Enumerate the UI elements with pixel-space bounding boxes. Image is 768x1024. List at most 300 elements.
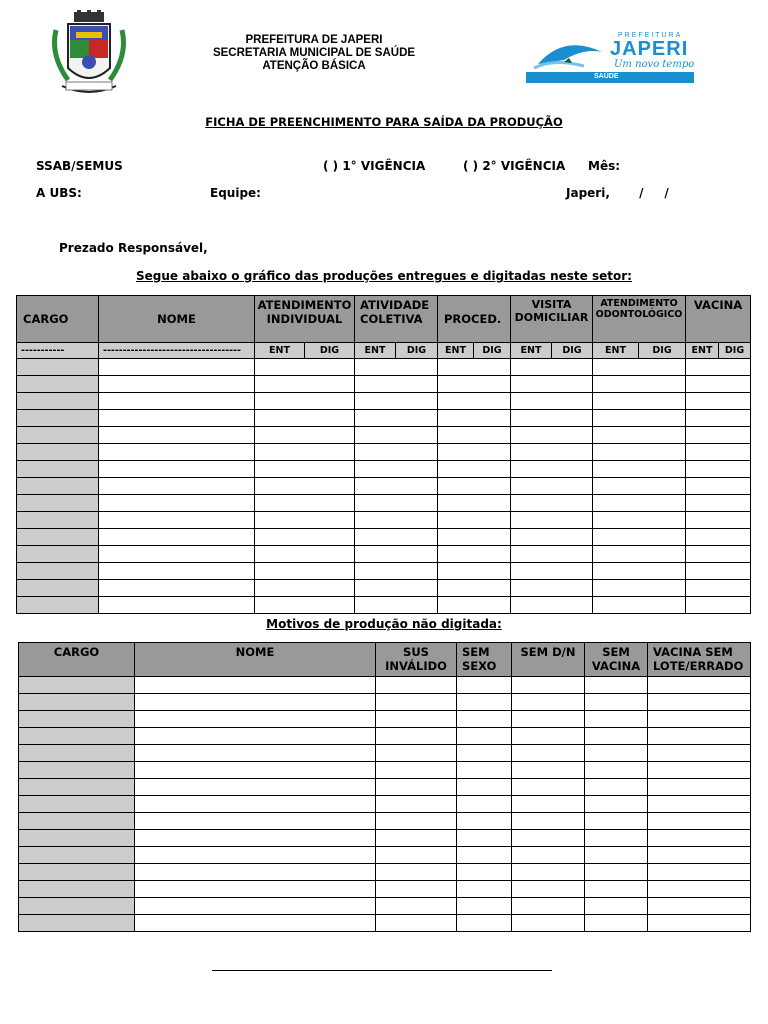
value-cell[interactable] <box>511 478 593 495</box>
value-cell[interactable] <box>593 393 686 410</box>
value-cell[interactable] <box>438 410 511 427</box>
value-cell[interactable] <box>585 711 648 728</box>
month-label: Mês: <box>588 159 621 173</box>
value-cell[interactable] <box>648 694 751 711</box>
ent-odonto: ENT <box>593 343 639 359</box>
cargo-cell[interactable] <box>17 512 99 529</box>
value-cell[interactable] <box>686 580 751 597</box>
value-cell[interactable] <box>512 779 585 796</box>
value-cell[interactable] <box>512 847 585 864</box>
nome-cell[interactable] <box>99 580 255 597</box>
value-cell[interactable] <box>457 813 512 830</box>
value-cell[interactable] <box>511 359 593 376</box>
cargo-cell[interactable] <box>17 427 99 444</box>
value-cell[interactable] <box>376 915 457 932</box>
value-cell[interactable] <box>585 745 648 762</box>
ubs-label: A UBS: <box>36 186 82 200</box>
cargo-cell[interactable] <box>19 762 135 779</box>
value-cell[interactable] <box>686 546 751 563</box>
ent-atendimento: ENT <box>255 343 305 359</box>
value-cell[interactable] <box>376 864 457 881</box>
value-cell[interactable] <box>255 563 355 580</box>
value-cell[interactable] <box>512 694 585 711</box>
value-cell[interactable] <box>585 796 648 813</box>
value-cell[interactable] <box>585 898 648 915</box>
value-cell[interactable] <box>585 847 648 864</box>
dash-nome: ----------------------------------- <box>99 343 255 359</box>
table-row <box>19 779 751 796</box>
value-cell[interactable] <box>686 563 751 580</box>
value-cell[interactable] <box>648 881 751 898</box>
value-cell[interactable] <box>376 847 457 864</box>
value-cell[interactable] <box>376 677 457 694</box>
japeri-saude-logo <box>524 30 696 84</box>
ent-visita: ENT <box>511 343 552 359</box>
value-cell[interactable] <box>585 864 648 881</box>
value-cell[interactable] <box>255 427 355 444</box>
dig-atividade: DIG <box>396 343 438 359</box>
value-cell[interactable] <box>585 813 648 830</box>
table-row <box>17 461 751 478</box>
nome-cell[interactable] <box>135 779 376 796</box>
table-row <box>19 898 751 915</box>
first-vigencia-option[interactable]: ( ) 1° VIGÊNCIA <box>323 159 426 173</box>
value-cell[interactable] <box>686 376 751 393</box>
value-cell[interactable] <box>255 461 355 478</box>
value-cell[interactable] <box>438 461 511 478</box>
nome-cell[interactable] <box>135 830 376 847</box>
nome-cell[interactable] <box>99 410 255 427</box>
value-cell[interactable] <box>457 898 512 915</box>
value-cell[interactable] <box>376 694 457 711</box>
cargo-cell[interactable] <box>17 359 99 376</box>
dash-cargo: ----------- <box>17 343 99 359</box>
production-table-caption: Segue abaixo o gráfico das produções entregues e digitadas neste setor: <box>136 269 632 283</box>
value-cell[interactable] <box>255 512 355 529</box>
value-cell[interactable] <box>255 444 355 461</box>
value-cell[interactable] <box>511 597 593 614</box>
value-cell[interactable] <box>376 711 457 728</box>
table-row <box>19 677 751 694</box>
table-row <box>19 864 751 881</box>
col-proced: PROCED. <box>438 296 511 343</box>
value-cell[interactable] <box>355 410 438 427</box>
value-cell[interactable] <box>457 762 512 779</box>
table-row <box>17 529 751 546</box>
value-cell[interactable] <box>512 711 585 728</box>
value-cell[interactable] <box>512 830 585 847</box>
cargo-cell[interactable] <box>17 461 99 478</box>
value-cell[interactable] <box>593 359 686 376</box>
value-cell[interactable] <box>355 529 438 546</box>
value-cell[interactable] <box>438 512 511 529</box>
value-cell[interactable] <box>457 864 512 881</box>
table-row <box>17 512 751 529</box>
value-cell[interactable] <box>648 864 751 881</box>
value-cell[interactable] <box>512 915 585 932</box>
value-cell[interactable] <box>593 461 686 478</box>
value-cell[interactable] <box>438 393 511 410</box>
table-row <box>17 495 751 512</box>
signature-line <box>212 970 552 971</box>
value-cell[interactable] <box>511 580 593 597</box>
value-cell[interactable] <box>376 762 457 779</box>
value-cell[interactable] <box>511 376 593 393</box>
nome-cell[interactable] <box>99 359 255 376</box>
table-row <box>17 359 751 376</box>
col-vacina: VACINA <box>686 296 751 343</box>
col-cargo: CARGO <box>17 296 99 343</box>
value-cell[interactable] <box>512 898 585 915</box>
value-cell[interactable] <box>376 745 457 762</box>
value-cell[interactable] <box>255 495 355 512</box>
cargo-cell[interactable] <box>17 597 99 614</box>
value-cell[interactable] <box>648 677 751 694</box>
nome-cell[interactable] <box>99 376 255 393</box>
nome-cell[interactable] <box>99 512 255 529</box>
value-cell[interactable] <box>593 376 686 393</box>
value-cell[interactable] <box>438 376 511 393</box>
nome-cell[interactable] <box>99 563 255 580</box>
value-cell[interactable] <box>255 546 355 563</box>
nome-cell[interactable] <box>135 711 376 728</box>
value-cell[interactable] <box>512 881 585 898</box>
value-cell[interactable] <box>593 597 686 614</box>
value-cell[interactable] <box>255 410 355 427</box>
logo-slogan-text: Um novo tempo <box>614 59 695 70</box>
table-row <box>17 427 751 444</box>
value-cell[interactable] <box>355 563 438 580</box>
value-cell[interactable] <box>585 694 648 711</box>
not-typed-table-caption: Motivos de produção não digitada: <box>266 617 502 631</box>
value-cell[interactable] <box>376 881 457 898</box>
table-row <box>19 694 751 711</box>
value-cell[interactable] <box>648 745 751 762</box>
value-cell[interactable] <box>355 427 438 444</box>
value-cell[interactable] <box>355 597 438 614</box>
value-cell[interactable] <box>593 444 686 461</box>
value-cell[interactable] <box>648 796 751 813</box>
table-row <box>17 546 751 563</box>
dig-visita: DIG <box>552 343 593 359</box>
nome-cell[interactable] <box>135 796 376 813</box>
value-cell[interactable] <box>593 529 686 546</box>
cargo-cell[interactable] <box>19 728 135 745</box>
header-line-1: PREFEITURA DE JAPERI <box>245 34 383 46</box>
value-cell[interactable] <box>457 796 512 813</box>
ssab-label: SSAB/SEMUS <box>36 159 123 173</box>
value-cell[interactable] <box>438 529 511 546</box>
value-cell[interactable] <box>376 728 457 745</box>
cargo-cell[interactable] <box>19 881 135 898</box>
value-cell[interactable] <box>457 711 512 728</box>
value-cell[interactable] <box>686 444 751 461</box>
value-cell[interactable] <box>355 495 438 512</box>
value-cell[interactable] <box>355 359 438 376</box>
value-cell[interactable] <box>438 597 511 614</box>
table-row <box>19 745 751 762</box>
table-row <box>17 563 751 580</box>
production-table-body <box>17 359 751 614</box>
value-cell[interactable] <box>255 580 355 597</box>
nome-cell[interactable] <box>99 495 255 512</box>
value-cell[interactable] <box>511 529 593 546</box>
table-row <box>17 580 751 597</box>
value-cell[interactable] <box>686 495 751 512</box>
value-cell[interactable] <box>686 427 751 444</box>
value-cell[interactable] <box>512 728 585 745</box>
value-cell[interactable] <box>438 580 511 597</box>
value-cell[interactable] <box>648 847 751 864</box>
value-cell[interactable] <box>511 512 593 529</box>
value-cell[interactable] <box>512 745 585 762</box>
value-cell[interactable] <box>255 597 355 614</box>
value-cell[interactable] <box>457 745 512 762</box>
table-row <box>19 813 751 830</box>
table-row <box>17 393 751 410</box>
value-cell[interactable] <box>438 563 511 580</box>
cargo-cell[interactable] <box>17 393 99 410</box>
col2-sus-invalido: SUS INVÁLIDO <box>376 643 457 677</box>
value-cell[interactable] <box>511 410 593 427</box>
logo-prefeitura-text: PREFEITURA <box>618 32 683 39</box>
coat-of-arms-logo <box>48 10 130 98</box>
value-cell[interactable] <box>686 393 751 410</box>
value-cell[interactable] <box>648 915 751 932</box>
value-cell[interactable] <box>457 779 512 796</box>
value-cell[interactable] <box>255 393 355 410</box>
col2-vacina-sem-lote: VACINA SEM LOTE/ERRADO <box>648 643 751 677</box>
logo-bar-text: SAÚDE <box>594 73 619 80</box>
nome-cell[interactable] <box>99 529 255 546</box>
cargo-cell[interactable] <box>19 779 135 796</box>
cargo-cell[interactable] <box>19 711 135 728</box>
value-cell[interactable] <box>593 546 686 563</box>
col-nome: NOME <box>99 296 255 343</box>
cargo-cell[interactable] <box>17 529 99 546</box>
value-cell[interactable] <box>512 813 585 830</box>
value-cell[interactable] <box>376 796 457 813</box>
col2-nome: NOME <box>135 643 376 677</box>
value-cell[interactable] <box>511 427 593 444</box>
cargo-cell[interactable] <box>19 864 135 881</box>
not-typed-reasons-table <box>18 642 751 932</box>
value-cell[interactable] <box>457 847 512 864</box>
value-cell[interactable] <box>438 495 511 512</box>
value-cell[interactable] <box>438 546 511 563</box>
value-cell[interactable] <box>457 881 512 898</box>
cargo-cell[interactable] <box>19 796 135 813</box>
value-cell[interactable] <box>585 728 648 745</box>
nome-cell[interactable] <box>135 915 376 932</box>
value-cell[interactable] <box>511 444 593 461</box>
value-cell[interactable] <box>585 677 648 694</box>
value-cell[interactable] <box>355 512 438 529</box>
not-typed-table-body <box>19 677 751 932</box>
value-cell[interactable] <box>511 495 593 512</box>
value-cell[interactable] <box>585 881 648 898</box>
value-cell[interactable] <box>593 495 686 512</box>
cargo-cell[interactable] <box>19 694 135 711</box>
value-cell[interactable] <box>512 864 585 881</box>
value-cell[interactable] <box>376 779 457 796</box>
nome-cell[interactable] <box>135 745 376 762</box>
nome-cell[interactable] <box>135 898 376 915</box>
ent-vacina: ENT <box>686 343 719 359</box>
value-cell[interactable] <box>511 393 593 410</box>
value-cell[interactable] <box>648 728 751 745</box>
value-cell[interactable] <box>686 529 751 546</box>
table-row <box>19 796 751 813</box>
value-cell[interactable] <box>593 410 686 427</box>
nome-cell[interactable] <box>135 728 376 745</box>
logo-brand-text: JAPERI <box>610 38 689 60</box>
value-cell[interactable] <box>355 393 438 410</box>
value-cell[interactable] <box>686 410 751 427</box>
value-cell[interactable] <box>438 359 511 376</box>
dig-vacina: DIG <box>719 343 751 359</box>
nome-cell[interactable] <box>99 427 255 444</box>
value-cell[interactable] <box>376 830 457 847</box>
nome-cell[interactable] <box>135 694 376 711</box>
value-cell[interactable] <box>457 830 512 847</box>
nome-cell[interactable] <box>99 393 255 410</box>
value-cell[interactable] <box>648 779 751 796</box>
nome-cell[interactable] <box>135 677 376 694</box>
cargo-cell[interactable] <box>17 478 99 495</box>
nome-cell[interactable] <box>99 461 255 478</box>
cargo-cell[interactable] <box>17 410 99 427</box>
value-cell[interactable] <box>648 813 751 830</box>
cargo-cell[interactable] <box>17 444 99 461</box>
value-cell[interactable] <box>355 461 438 478</box>
value-cell[interactable] <box>593 512 686 529</box>
value-cell[interactable] <box>648 762 751 779</box>
value-cell[interactable] <box>457 677 512 694</box>
header-block <box>196 34 432 73</box>
value-cell[interactable] <box>648 830 751 847</box>
ent-atividade: ENT <box>355 343 396 359</box>
col2-sem-sexo: SEM SEXO <box>457 643 512 677</box>
cargo-cell[interactable] <box>17 495 99 512</box>
col-atividade-coletiva: ATIVIDADE COLETIVA <box>355 296 438 343</box>
value-cell[interactable] <box>457 915 512 932</box>
table-row <box>19 830 751 847</box>
second-vigencia-option[interactable]: ( ) 2° VIGÊNCIA <box>463 159 566 173</box>
table-row <box>19 762 751 779</box>
table-row <box>17 410 751 427</box>
nome-cell[interactable] <box>135 881 376 898</box>
ent-proced: ENT <box>438 343 474 359</box>
table-row <box>19 915 751 932</box>
value-cell[interactable] <box>648 898 751 915</box>
value-cell[interactable] <box>355 546 438 563</box>
table-row <box>17 597 751 614</box>
value-cell[interactable] <box>585 779 648 796</box>
col-visita-domiciliar: VISITA DOMICILIAR <box>511 296 593 343</box>
value-cell[interactable] <box>355 580 438 597</box>
value-cell[interactable] <box>593 563 686 580</box>
value-cell[interactable] <box>355 376 438 393</box>
value-cell[interactable] <box>376 813 457 830</box>
nome-cell[interactable] <box>135 762 376 779</box>
value-cell[interactable] <box>355 478 438 495</box>
cargo-cell[interactable] <box>19 830 135 847</box>
cargo-cell[interactable] <box>17 376 99 393</box>
nome-cell[interactable] <box>99 444 255 461</box>
value-cell[interactable] <box>686 512 751 529</box>
value-cell[interactable] <box>511 563 593 580</box>
value-cell[interactable] <box>511 546 593 563</box>
value-cell[interactable] <box>593 580 686 597</box>
value-cell[interactable] <box>457 694 512 711</box>
value-cell[interactable] <box>585 762 648 779</box>
value-cell[interactable] <box>255 376 355 393</box>
col2-sem-vacina: SEM VACINA <box>585 643 648 677</box>
header-line-3: ATENÇÃO BÁSICA <box>262 60 366 72</box>
cargo-cell[interactable] <box>19 847 135 864</box>
value-cell[interactable] <box>438 427 511 444</box>
nome-cell[interactable] <box>99 597 255 614</box>
production-table <box>16 295 751 614</box>
value-cell[interactable] <box>686 478 751 495</box>
header-line-2: SECRETARIA MUNICIPAL DE SAÚDE <box>212 47 416 59</box>
value-cell[interactable] <box>512 762 585 779</box>
cargo-cell[interactable] <box>17 563 99 580</box>
col-atendimento-odontologico: ATENDIMENTO ODONTOLÓGICO <box>593 296 686 343</box>
value-cell[interactable] <box>686 461 751 478</box>
value-cell[interactable] <box>593 427 686 444</box>
team-label: Equipe: <box>210 186 261 200</box>
value-cell[interactable] <box>355 444 438 461</box>
cargo-cell[interactable] <box>19 813 135 830</box>
nome-cell[interactable] <box>135 864 376 881</box>
value-cell[interactable] <box>585 830 648 847</box>
value-cell[interactable] <box>512 796 585 813</box>
value-cell[interactable] <box>511 461 593 478</box>
page-title: FICHA DE PREENCHIMENTO PARA SAÍDA DA PRODUÇÃO <box>205 115 563 129</box>
value-cell[interactable] <box>512 677 585 694</box>
nome-cell[interactable] <box>99 478 255 495</box>
dig-atendimento: DIG <box>305 343 355 359</box>
dig-odonto: DIG <box>639 343 686 359</box>
nome-cell[interactable] <box>135 847 376 864</box>
value-cell[interactable] <box>585 915 648 932</box>
value-cell[interactable] <box>438 478 511 495</box>
value-cell[interactable] <box>255 529 355 546</box>
value-cell[interactable] <box>648 711 751 728</box>
nome-cell[interactable] <box>99 546 255 563</box>
cargo-cell[interactable] <box>19 898 135 915</box>
nome-cell[interactable] <box>135 813 376 830</box>
table-row <box>17 376 751 393</box>
cargo-cell[interactable] <box>19 745 135 762</box>
value-cell[interactable] <box>457 728 512 745</box>
cargo-cell[interactable] <box>17 580 99 597</box>
value-cell[interactable] <box>593 478 686 495</box>
value-cell[interactable] <box>376 898 457 915</box>
value-cell[interactable] <box>255 359 355 376</box>
value-cell[interactable] <box>686 597 751 614</box>
value-cell[interactable] <box>438 444 511 461</box>
value-cell[interactable] <box>255 478 355 495</box>
cargo-cell[interactable] <box>19 915 135 932</box>
cargo-cell[interactable] <box>17 546 99 563</box>
col2-cargo: CARGO <box>19 643 135 677</box>
value-cell[interactable] <box>686 359 751 376</box>
table-row <box>19 847 751 864</box>
cargo-cell[interactable] <box>19 677 135 694</box>
